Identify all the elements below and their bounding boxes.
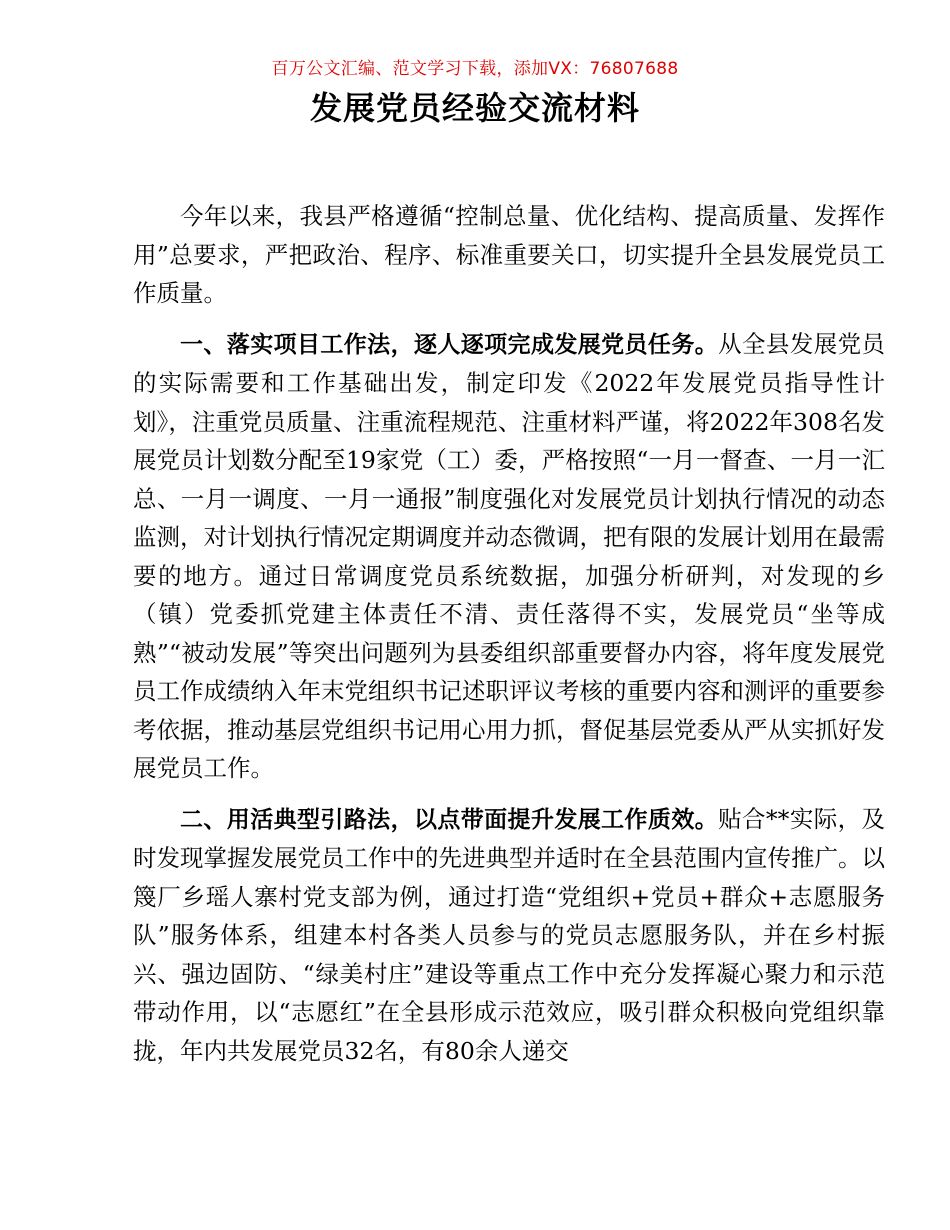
section-1-heading: 一、落实项目工作法，逐人逐项完成发展党员任务。 [180,331,719,358]
section-2-paragraph [133,800,885,1071]
document-body [133,197,885,1082]
section-1-paragraph [133,325,885,788]
section-1-text: 从全县发展党员的实际需要和工作基础出发，制定印发《2022年发展党员指导性计划》，注重党员质量、注重流程规范、注重材料严谨，将2022年308名发展党员计划数分配至19家党（工）委，严格按照“一月一督查、一月一汇总、一月一调度、一月一通报”制度强化对发展党员计划执行情况的动态监测，对计划执行情况定期调度并动态微调，把有限的发展计划用在最需要的地方。通过日常调度党员系统数据，加强分析研判，对发现的乡（镇）党委抓党建主体责任不清、责任落得不实，发展党员“坐等成熟”“被动发展”等突出问题列为县委组织部重要督办内容，将年度发展党员工作成绩纳入年末党组织书记述职评议考核的重要内容和测评的重要参考依据，推动基层党组织书记用心用力抓，督促基层党委从严从实抓好发展党员工作。 [133,329,886,782]
watermark-text: 百万公文汇编、范文学习下载，添加VX：76807688 [271,59,679,79]
intro-paragraph: 今年以来，我县严格遵循“控制总量、优化结构、提高质量、发挥作用”总要求，严把政治、程序、标准重要关口，切实提升全县发展党员工作质量。 [133,202,885,307]
section-2-heading: 二、用活典型引路法，以点带面提升发展工作质效。 [180,806,719,833]
document-title: 发展党员经验交流材料 [309,89,640,127]
section-2-text: 贴合**实际，及时发现掌握发展党员工作中的先进典型并适时在全县范围内宣传推广。以篾厂乡瑶人寨村党支部为例，通过打造“党组织+党员+群众+志愿服务队”服务体系，组建本村各类人员参与的党员志愿服务队，并在乡村振兴、强边固防、“绿美村庄”建设等重点工作中充分发挥凝心聚力和示范带动作用，以“志愿红”在全县形成示范效应，吸引群众积极向党组织靠拢，年内共发展党员32名，有80余人递交 [133,804,886,1065]
